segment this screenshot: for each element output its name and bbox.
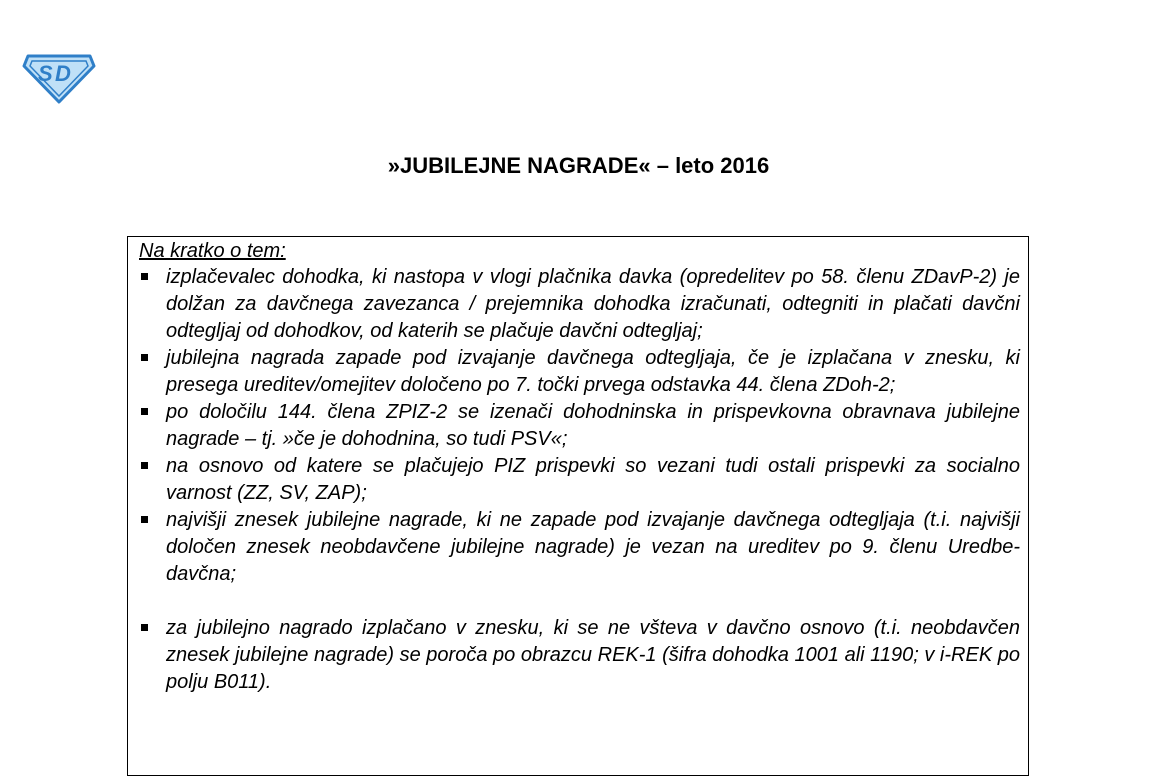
square-bullet-icon [141, 516, 148, 523]
list-item [128, 615, 1028, 696]
square-bullet-icon [141, 408, 148, 415]
summary-list [128, 264, 1028, 696]
summary-heading: Na kratko o tem: [139, 240, 286, 262]
list-item-text: jubilejna nagrada zapade pod izvajanje davčnega odtegljaja, če je izplačana v znesku, ki presega ureditev/omejitev določeno po 7. točki prvega odstavka 44. člena ZDoh-2; [166, 347, 1020, 396]
list-item-text: na osnovo od katere se plačujejo PIZ prispevki so vezani tudi ostali prispevki za socialno varnost (ZZ, SV, ZAP); [166, 455, 1020, 504]
document-title: »JUBILEJNE NAGRADE« – leto 2016 [387, 153, 770, 178]
square-bullet-icon [141, 273, 148, 280]
list-item-text: izplačevalec dohodka, ki nastopa v vlogi plačnika davka (opredelitev po 58. členu ZDavP-2) je dolžan za davčnega zavezanca / prejemnika dohodka izračunati, odtegniti in plačati davčni odtegljaj od dohodkov, od katerih se plačuje davčni odtegljaj; [166, 266, 1020, 342]
list-item [128, 264, 1028, 345]
square-bullet-icon [141, 624, 148, 631]
summary-box [127, 236, 1029, 776]
list-item-text: po določilu 144. člena ZPIZ-2 se izenači dohodninska in prispevkovna obravnava jubilejne nagrade – tj. »če je dohodnina, so tudi PSV«; [166, 401, 1020, 450]
square-bullet-icon [141, 354, 148, 361]
list-item-text: za jubilejno nagrado izplačano v znesku, ki se ne všteva v davčno osnovo (t.i. neobdavčen znesek jubilejne nagrade) se poroča po obrazcu REK-1 (šifra dohodka 1001 ali 1190; v i-REK po polju B011). [166, 617, 1020, 693]
square-bullet-icon [141, 462, 148, 469]
list-item [128, 453, 1028, 507]
list-item [128, 345, 1028, 399]
company-logo [22, 50, 96, 104]
svg-text:S: S [38, 61, 53, 86]
list-item-text: najvišji znesek jubilejne nagrade, ki ne zapade pod izvajanje davčnega odtegljaja (t.i. najvišji določen znesek neobdavčene jubilejne nagrade) je vezan na ureditev po 9. členu Uredbe-davčna; [166, 509, 1020, 585]
svg-text:D: D [55, 61, 71, 86]
list-item [128, 399, 1028, 453]
list-item [128, 507, 1028, 588]
